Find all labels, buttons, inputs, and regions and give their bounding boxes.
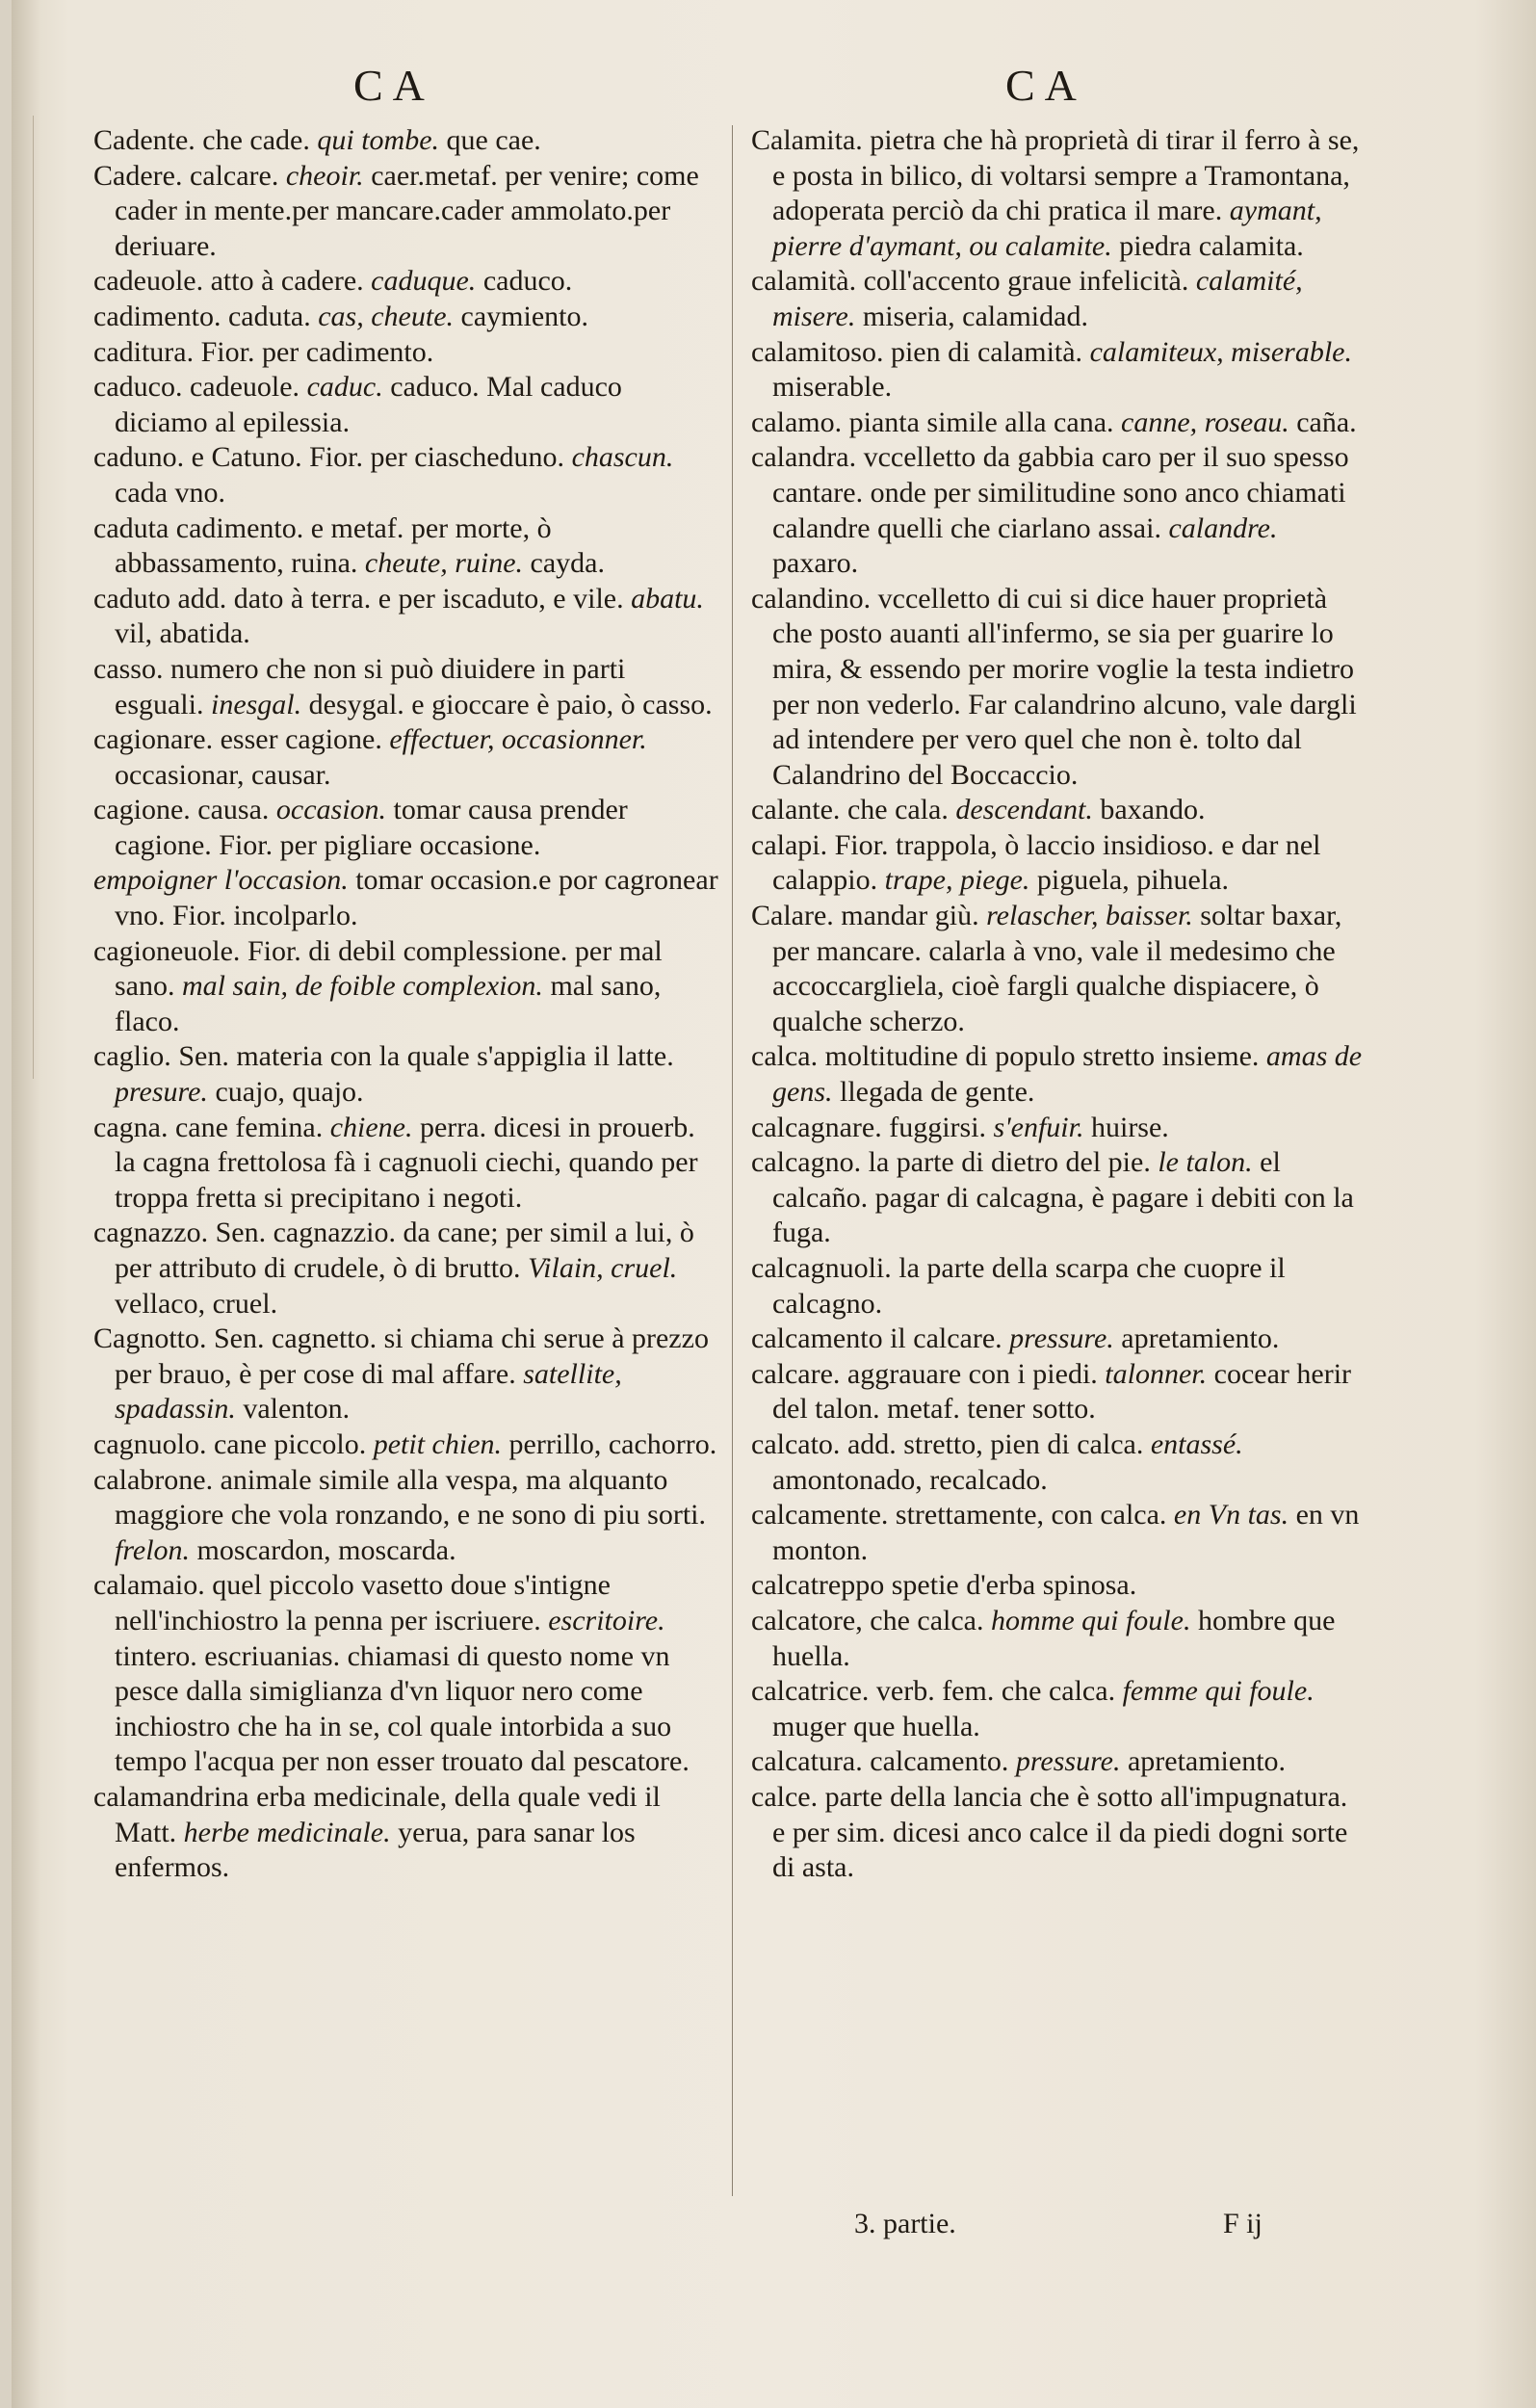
entry-definition: erba medicinale, della quale vedi il Matt. <box>115 1780 661 1848</box>
entry-french-gloss: cheute, ruine. <box>364 547 524 580</box>
entry-definition: spetie d'erba spinosa. <box>891 1569 1137 1602</box>
dictionary-entry <box>93 1780 719 1886</box>
entry-french-gloss: escritoire. <box>548 1604 665 1636</box>
entry-french-gloss: le talon. <box>1158 1146 1253 1179</box>
binding-gutter <box>12 116 34 1079</box>
dictionary-entry <box>93 440 719 510</box>
entry-french-gloss: aymant, pierre d'aymant, ou calamite. <box>772 195 1322 262</box>
entry-definition: Sen. cagnazzio. da cane; per simil a lui, ò per attributo di crudele, ò di brutto. <box>115 1217 694 1284</box>
dictionary-entry <box>93 1568 719 1780</box>
entry-definition: verb. fem. che calca. <box>875 1675 1116 1708</box>
dictionary-entry <box>751 793 1363 828</box>
entry-french-gloss: petit chien. <box>373 1427 503 1460</box>
entry-definition: calcare. <box>189 159 279 192</box>
entry-spanish-gloss: piedra calamita. <box>1119 229 1304 262</box>
entry-spanish-gloss: muger que huella. <box>772 1710 980 1742</box>
entry-definition: vccelletto di cui si dice hauer proprietà che posto auanti all'infermo, se sia per guarire lo mira, & essendo per morire voglie la testa indietro per non vederlo. Far calandrino alcuno, vale dargli ad intendere per vero quel che non è. tolto dal Calandrino del Boccaccio. <box>772 582 1357 791</box>
entry-definition: aggrauare con i piedi. <box>846 1357 1098 1390</box>
entry-french-gloss: canne, roseau. <box>1121 406 1289 438</box>
entry-headword: calamitoso. <box>751 335 884 368</box>
dictionary-entry <box>751 1604 1363 1674</box>
entry-spanish-gloss: en vn monton. <box>772 1499 1360 1566</box>
entry-spanish-gloss: cada vno. <box>115 476 225 509</box>
entry-definition: che cade. <box>202 124 310 156</box>
entry-spanish-gloss: caña. <box>1296 406 1357 438</box>
dictionary-entry <box>93 511 719 582</box>
entry-spanish-gloss: piguela, pihuela. <box>1036 864 1230 897</box>
entry-spanish-gloss: apretamiento. <box>1121 1322 1280 1355</box>
entry-french-gloss: Vilain, cruel. <box>528 1252 678 1284</box>
entry-french-gloss: calamiteux, miserable. <box>1089 335 1352 368</box>
entry-definition: che calca. <box>870 1604 984 1636</box>
entry-french-gloss: chiene. <box>329 1111 413 1143</box>
entry-spanish-gloss: desygal. e gioccare è paio, ò casso. <box>308 688 713 720</box>
entry-headword: calcato. <box>751 1427 841 1460</box>
dictionary-entry <box>751 1427 1363 1498</box>
entry-french-gloss: descendant. <box>955 794 1093 826</box>
entry-headword: calcare. <box>751 1357 841 1390</box>
entry-headword: calamo. <box>751 406 843 438</box>
entry-spanish-gloss: perra. dicesi in prouerb. la cagna frettolosa fà i cagnuoli ciechi, quando per troppa fretta si precipitano i negoti. <box>115 1111 698 1214</box>
entry-spanish-gloss: que cae. <box>446 124 541 156</box>
entry-headword: calabrone. <box>93 1463 214 1496</box>
entry-spanish-gloss: llegada de gente. <box>840 1076 1035 1109</box>
entry-headword: caduco. <box>93 371 183 404</box>
entry-definition: add. dato à terra. e per iscaduto, e vile. <box>177 582 624 615</box>
entry-headword: calcamente. <box>751 1499 889 1531</box>
entry-french-gloss: occasion. <box>275 794 387 826</box>
entry-french-gloss: cas, cheute. <box>318 300 455 332</box>
dictionary-entry <box>93 1039 719 1110</box>
entry-french-gloss: herbe medicinale. <box>183 1816 391 1848</box>
entry-definition: Fior. per cadimento. <box>200 335 434 368</box>
entry-spanish-gloss: cocear herir del talon. metaf. tener sotto. <box>772 1357 1352 1426</box>
entry-headword: Cadente. <box>93 124 195 156</box>
entry-definition: il calcare. <box>890 1322 1002 1355</box>
dictionary-entry <box>751 335 1363 406</box>
entry-spanish-gloss: occasionar, causar. <box>115 758 331 791</box>
dictionary-entry <box>93 652 719 722</box>
entry-headword: caduno. <box>93 441 185 474</box>
entry-headword: calcatura. <box>751 1745 863 1778</box>
entry-headword: Cagnotto. <box>93 1322 207 1355</box>
dictionary-entry <box>751 1322 1363 1357</box>
signature-mark: 3. partie. <box>854 2208 956 2239</box>
entry-french-gloss: homme qui foule. <box>990 1604 1191 1636</box>
entry-definition: parte della lancia che è sotto all'impugnatura. e per sim. dicesi anco calce il da piedi dogni sorte di asta. <box>772 1780 1348 1884</box>
entry-headword: cagnazzo. <box>93 1217 209 1249</box>
entry-headword: calcagnuoli. <box>751 1252 892 1284</box>
entry-spanish-gloss: huirse. <box>1090 1111 1169 1143</box>
entry-headword: cadimento. <box>93 300 221 332</box>
dictionary-entry <box>93 582 719 652</box>
entry-spanish-gloss: tintero. escriuanias. chiamasi di questo nome vn pesce dalla simiglianza d'vn liquor nero come inchiostro che ha in se, col quale intorbida a suo tempo l'acqua per non esser trouato dal pescatore. <box>115 1639 690 1778</box>
entry-headword: cagioneuole. <box>93 934 241 967</box>
entry-french-gloss: pressure. <box>1009 1322 1114 1355</box>
entry-french-gloss: frelon. <box>115 1533 191 1566</box>
entry-headword: Cadere. <box>93 159 183 192</box>
entry-headword: calandino. <box>751 582 872 615</box>
entry-headword: calamaio. <box>93 1569 205 1602</box>
entry-headword: calcatreppo <box>751 1569 885 1602</box>
entry-french-gloss: amas de gens. <box>772 1040 1363 1109</box>
entry-spanish-gloss: miseria, calamidad. <box>862 300 1088 332</box>
entry-definition: fuggirsi. <box>889 1111 987 1143</box>
entry-definition: cadimento. e metaf. per morte, ò abbassamento, ruina. <box>115 511 552 580</box>
entry-french-gloss: pressure. <box>1015 1745 1121 1778</box>
dictionary-entry <box>93 793 719 863</box>
entry-headword: cadeuole. <box>93 265 204 298</box>
entry-definition: la parte della scarpa che cuopre il calcagno. <box>772 1252 1286 1320</box>
dictionary-entry <box>751 1744 1363 1780</box>
dictionary-entry <box>93 934 719 1040</box>
entry-french-gloss: empoigner l'occasion. <box>93 864 349 897</box>
dictionary-entry <box>93 264 719 300</box>
entry-spanish-gloss: caduco. Mal caduco diciamo al epilessia. <box>115 371 622 438</box>
entry-headword: caduto <box>93 582 170 615</box>
dictionary-entry <box>751 1498 1363 1568</box>
entry-french-gloss: calandre. <box>1168 511 1278 544</box>
entry-french-gloss: cheoir. <box>285 159 364 192</box>
entry-headword: cagione. <box>93 794 191 826</box>
entry-definition: strettamente, con calca. <box>895 1499 1167 1531</box>
entry-definition: esser cagione. <box>220 723 382 756</box>
left-column <box>93 123 719 1886</box>
entry-definition: coll'accento graue infelicità. <box>863 265 1189 298</box>
entry-spanish-gloss: yerua, para sanar los enfermos. <box>115 1816 636 1884</box>
entry-definition: Fior. trappola, ò laccio insidioso. e dar nel calappio. <box>772 828 1321 897</box>
entry-spanish-gloss: soltar baxar, per mancare. calarla à vno, vale il medesimo che accoccargliela, cioè fargli qualche dispiacere, ò qualche scherzo. <box>772 900 1342 1037</box>
entry-headword: Calamita. <box>751 124 863 156</box>
entry-spanish-gloss: miserable. <box>772 371 893 404</box>
entry-headword: calamità. <box>751 265 857 298</box>
entry-definition: moltitudine di populo stretto insieme. <box>824 1040 1260 1073</box>
entry-headword: calante. <box>751 794 841 826</box>
entry-spanish-gloss: valenton. <box>243 1393 351 1426</box>
dictionary-entry <box>751 1357 1363 1427</box>
entry-french-gloss: caduc. <box>306 371 383 404</box>
entry-french-gloss: s'enfuir. <box>993 1111 1084 1143</box>
entry-spanish-gloss: paxaro. <box>772 547 859 580</box>
dictionary-entry <box>93 370 719 440</box>
dictionary-entry <box>93 1111 719 1217</box>
dictionary-entry <box>751 406 1363 441</box>
dictionary-entry <box>751 1251 1363 1322</box>
right-column <box>751 123 1363 1886</box>
right-running-head: CA <box>1005 61 1086 110</box>
entry-definition: pianta simile alla cana. <box>848 406 1114 438</box>
dictionary-entry <box>751 264 1363 334</box>
entry-french-gloss: talonner. <box>1105 1357 1208 1390</box>
entry-definition: cane femina. <box>174 1111 324 1143</box>
entry-french-gloss: satellite, spadassin. <box>115 1357 622 1426</box>
entry-french-gloss: chascun. <box>571 441 674 474</box>
entry-headword: calamandrina <box>93 1780 249 1813</box>
dictionary-entry <box>93 159 719 265</box>
entry-spanish-gloss: baxando. <box>1100 794 1206 826</box>
dictionary-entry <box>751 899 1363 1039</box>
entry-definition: caduta. <box>227 300 311 332</box>
dictionary-entry <box>751 1145 1363 1251</box>
entry-headword: calce. <box>751 1780 819 1813</box>
entry-french-gloss: qui tombe. <box>317 124 440 156</box>
entry-headword: calcagno. <box>751 1146 862 1179</box>
entry-headword: cagna. <box>93 1111 169 1143</box>
dictionary-entry <box>751 123 1363 264</box>
entry-definition: animale simile alla vespa, ma alquanto maggiore che vola ronzando, e ne sono di piu sorti. <box>115 1463 707 1531</box>
entry-spanish-gloss: tomar causa prender cagione. Fior. per pigliare occasione. <box>115 794 628 861</box>
dictionary-entry <box>751 440 1363 581</box>
entry-french-gloss: en Vn tas. <box>1173 1499 1289 1531</box>
entry-headword: calandra. <box>751 441 857 474</box>
entry-french-gloss: effectuer, occasionner. <box>389 723 647 756</box>
entry-spanish-gloss: cuajo, quajo. <box>215 1076 364 1109</box>
entry-spanish-gloss: caer.metaf. per venire; come cader in mente.per mancare.cader ammolato.per deriuare. <box>115 159 699 262</box>
entry-headword: Calare. <box>751 900 834 932</box>
dictionary-entry <box>751 1111 1363 1146</box>
entry-definition: mandar giù. <box>841 900 979 932</box>
entry-french-gloss: trape, piege. <box>884 864 1030 897</box>
entry-french-gloss: entassé. <box>1150 1427 1243 1460</box>
entry-spanish-gloss: vil, abatida. <box>115 617 250 650</box>
entry-headword: caglio. <box>93 1040 171 1073</box>
entry-definition: calcamento. <box>870 1745 1009 1778</box>
entry-definition: pietra che hà proprietà di tirar il ferro à se, e posta in bilico, di voltarsi sempre a Tramontana, adoperata perciò da chi pratica il mare. <box>772 124 1360 227</box>
entry-definition: numero che non si può diuidere in parti esguali. <box>115 652 626 720</box>
entry-spanish-gloss: caduco. <box>482 265 573 298</box>
entry-spanish-gloss: apretamiento. <box>1127 1745 1287 1778</box>
entry-definition: quel piccolo vasetto doue s'intigne nell'inchiostro la penna per iscriuere. <box>115 1569 611 1636</box>
entry-spanish-gloss: cayda. <box>530 547 605 580</box>
entry-french-gloss: abatu. <box>631 582 704 615</box>
entry-spanish-gloss: mal sano, flaco. <box>115 970 662 1037</box>
entry-spanish-gloss: moscardon, moscarda. <box>196 1533 456 1566</box>
entry-definition: Sen. cagnetto. si chiama chi serue à prezzo per brauo, è per cose di mal affare. <box>115 1322 709 1390</box>
entry-headword: calca. <box>751 1040 819 1073</box>
dictionary-entry <box>93 123 719 159</box>
entry-french-gloss: mal sain, de foible complexion. <box>182 970 543 1003</box>
column-divider <box>732 125 733 2196</box>
entry-definition: che cala. <box>846 794 949 826</box>
dictionary-entry <box>751 1039 1363 1110</box>
entry-headword: cagionare. <box>93 723 214 756</box>
dictionary-entry <box>93 1322 719 1427</box>
dictionary-entry <box>751 828 1363 899</box>
dictionary-entry <box>93 300 719 335</box>
dictionary-entry <box>93 722 719 793</box>
entry-spanish-gloss: hombre que huella. <box>772 1604 1336 1672</box>
entry-definition: Sen. materia con la quale s'appiglia il latte. <box>178 1040 674 1073</box>
entry-headword: calcagnare. <box>751 1111 882 1143</box>
entry-headword: casso. <box>93 652 164 685</box>
entry-definition: cane piccolo. <box>213 1427 367 1460</box>
dictionary-entry <box>751 1568 1363 1604</box>
entry-spanish-gloss: el calcaño. pagar di calcagna, è pagare i debiti con la fuga. <box>772 1146 1354 1249</box>
dictionary-entry <box>93 1216 719 1322</box>
entry-spanish-gloss: tomar occasion.e por cagronear vno. Fior. incolparlo. <box>115 864 718 932</box>
entry-definition: add. stretto, pien di calca. <box>846 1427 1144 1460</box>
entry-headword: calcatore, <box>751 1604 863 1636</box>
entry-french-gloss: inesgal. <box>210 688 302 720</box>
dictionary-entry <box>751 1780 1363 1886</box>
entry-french-gloss: presure. <box>115 1076 208 1109</box>
entry-definition: la parte di dietro del pie. <box>868 1146 1151 1179</box>
entry-definition: vccelletto da gabbia caro per il suo spesso cantare. onde per similitudine sono anco chiamati calandre quelli che ciarlano assai. <box>772 441 1349 544</box>
dictionary-entry <box>751 582 1363 794</box>
entry-definition: e Catuno. Fior. per ciascheduno. <box>191 441 565 474</box>
dictionary-page <box>12 0 1536 2408</box>
folio-mark: F ij <box>1223 2208 1263 2239</box>
entry-headword: calapi. <box>751 828 828 861</box>
entry-french-gloss: relascher, baisser. <box>986 900 1193 932</box>
entry-spanish-gloss: perrillo, cachorro. <box>508 1427 717 1460</box>
entry-headword: caduta <box>93 511 169 544</box>
entry-headword: cagnuolo. <box>93 1427 207 1460</box>
entry-french-gloss: calamité, misere. <box>772 265 1303 332</box>
dictionary-entry <box>93 1427 719 1463</box>
entry-spanish-gloss: amontonado, recalcado. <box>772 1463 1048 1496</box>
dictionary-entry <box>751 1674 1363 1744</box>
left-running-head: CA <box>353 61 434 110</box>
entry-definition: causa. <box>197 794 270 826</box>
dictionary-entry <box>93 1463 719 1569</box>
entry-definition: atto à cadere. <box>210 265 364 298</box>
entry-headword: caditura. <box>93 335 195 368</box>
dictionary-entry <box>93 863 719 933</box>
entry-definition: Fior. di debil complessione. per mal sano. <box>115 934 663 1003</box>
entry-french-gloss: caduque. <box>371 265 477 298</box>
entry-definition: pien di calamità. <box>890 335 1083 368</box>
entry-french-gloss: femme qui foule. <box>1122 1675 1315 1708</box>
entry-spanish-gloss: vellaco, cruel. <box>115 1287 278 1320</box>
entry-headword: calcamento <box>751 1322 883 1355</box>
entry-headword: calcatrice. <box>751 1675 870 1708</box>
dictionary-entry <box>93 335 719 371</box>
entry-definition: cadeuole. <box>189 371 300 404</box>
entry-spanish-gloss: caymiento. <box>460 300 588 332</box>
